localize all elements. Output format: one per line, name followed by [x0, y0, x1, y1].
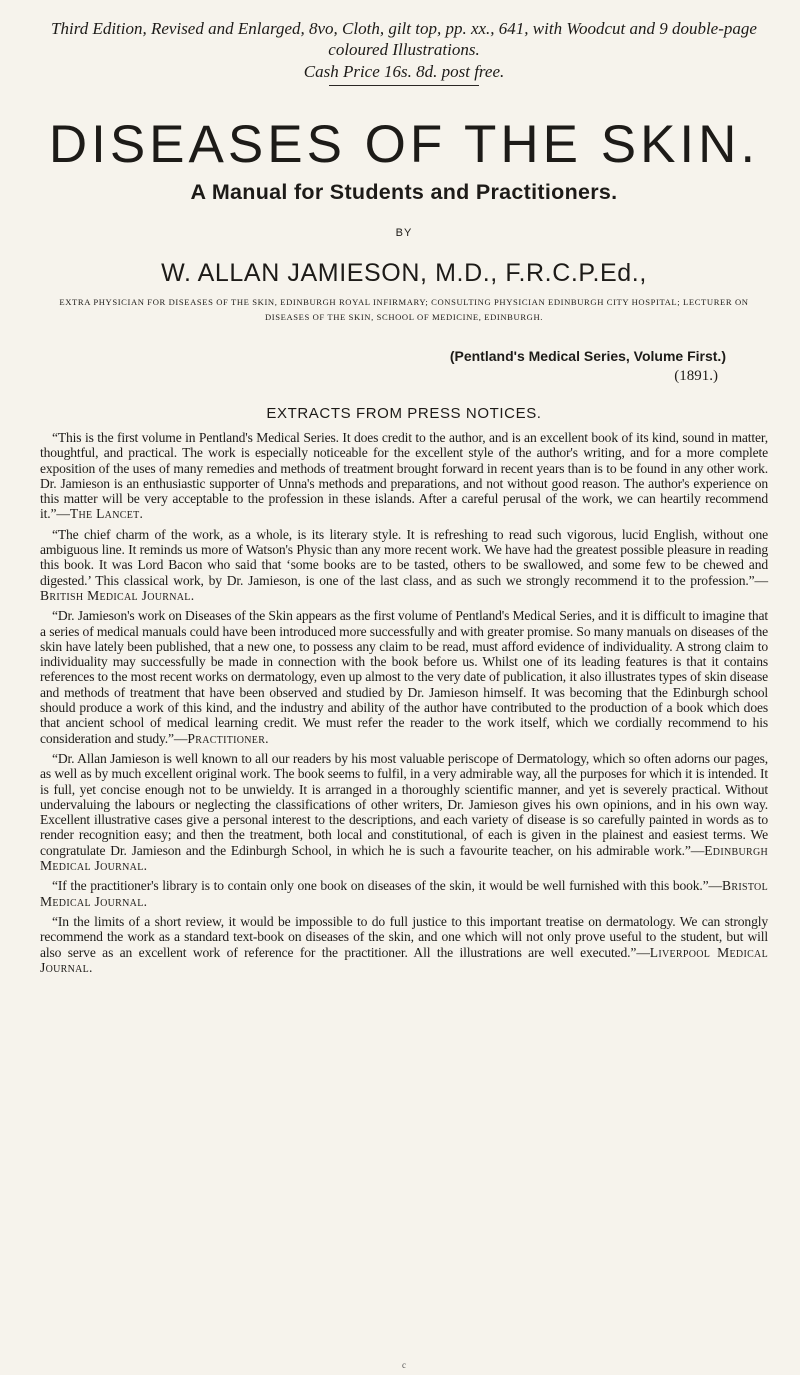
publication-year: (1891.)	[674, 368, 718, 384]
notice-text: “Dr. Jamieson's work on Diseases of the Skin appears as the first volume of Pentland's Medical Series, and it is difficult to imagine that a series of medical manuals could have been introduced more successfully and with greater promise. So many manuals on diseases of the skin have lately been published, that a new one, to possess any claim to be read, must afford evidence of individuality. A strong claim to individuality may successfully be made in connection with the book before us. Whilst one of its leading features is that it contains references to the most recent works on dermatology, even up almost to the very date of publication, it also illustrates types of skin disease and methods of treatment that have been observed and studied by Dr. Jamieson himself. It was becoming that the Edinburgh school should produce a work of this kind, and the industry and ability of the author have contributed to the production of a book which does that ancient school of medical learning credit. We must refer the reader to the work itself, which we cordially recommend to his consideration and study.”—	[40, 608, 768, 746]
book-title: DISEASES OF THE SKIN.	[48, 115, 760, 174]
extracts-heading: EXTRACTS FROM PRESS NOTICES.	[266, 405, 542, 422]
press-notice	[40, 430, 768, 522]
price-text: Cash Price 16s. 8d. post free.	[303, 62, 505, 81]
press-notices	[40, 430, 768, 975]
press-notice	[40, 527, 768, 603]
notice-text: “If the practitioner's library is to contain only one book on diseases of the skin, it would be well furnished with this book.”—	[52, 878, 722, 894]
notice-source: Liverpool Medical Journal.	[40, 944, 768, 975]
by-label: BY	[395, 227, 413, 239]
press-notice	[40, 608, 768, 746]
notice-source: The Lancet.	[69, 506, 144, 522]
author-name: W. ALLAN JAMIESON, M.D., F.R.C.P.Ed.,	[161, 259, 647, 287]
notice-source: Edinburgh Medical Journal.	[40, 842, 768, 874]
notice-text: “The chief charm of the work, as a whole, is its literary style. It is refreshing to read such vigorous, lucid English, without one ambiguous line. It reminds us more of Watson's Physic than any more recent work. We have had the greatest possible pleasure in reading this book. It was Lord Bacon who said that ‘some books are to be tasted, others to be swallowed, and some few to be chewed and digested.’ This classical work, by Dr. Jamieson, is one of the last class, and as such we strongly recommend it to the profession.”—	[40, 526, 768, 588]
divider-rule	[329, 85, 479, 86]
notice-text: “This is the first volume in Pentland's Medical Series. It does credit to the author, and is an excellent book of its kind, sound in matter, thoughtful, and practical. The work is especially noticeable for the excellent style of the author's writing, and for a more complete exposition of the uses of many remedies and methods of treatment brought forward in recent years than is to be found in any other work. Dr. Jamieson is an enthusiastic supporter of Unna's methods and preparations, and not without good reason. The author's experience on this matter will be very acceptable to the profession in these islands. After a careful perusal of the work, we can heartily recommend it.”—	[40, 430, 768, 522]
edition-text: Third Edition, Revised and Enlarged, 8vo, Cloth, gilt top, pp. xx., 641, with Woodcut and 9 double-page coloured Illustrations.	[51, 19, 757, 59]
edition-line	[40, 18, 768, 82]
press-notice	[40, 914, 768, 975]
author-credentials: EXTRA PHYSICIAN FOR DISEASES OF THE SKIN, EDINBURGH ROYAL INFIRMARY; CONSULTING PHYSICIAN EDINBURGH CITY HOSPITAL; LECTURER ON DISEASES OF THE SKIN, SCHOOL OF MEDICINE, EDINBURGH.	[59, 297, 749, 322]
notice-source: Practitioner.	[187, 730, 269, 746]
document-page	[40, 0, 768, 980]
notice-text: “Dr. Allan Jamieson is well known to all our readers by his most valuable periscope of Dermatology, which so often adorns our pages, as well as by much excellent original work. The book seems to fulfil, in a very admirable way, all the purposes for which it is intended. It is full, yet concise enough not to be unwieldy. It is arranged in a thoroughly scientific manner, and yet is severely practical. Without undervaluing the labours or neglecting the classifications of other writers, Dr. Jamieson gives his own opinions, and in his own way. Excellent illustrative cases give a personal interest to the descriptions, and each variety of disease is so carefully painted in words as to render recognition easy; and then the treatment, both local and constitutional, of each is given in the plainest and easiest terms. We congratulate Dr. Jamieson and the Edinburgh School, in which he is such a favourite teacher, on his admirable work.”—	[40, 750, 768, 858]
notice-source: British Medical Journal.	[40, 587, 195, 603]
notice-source: Bristol Medical Journal.	[40, 878, 768, 909]
page-mark: c	[402, 1360, 406, 1370]
series-label: (Pentland's Medical Series, Volume First.)	[449, 348, 726, 364]
book-subtitle: A Manual for Students and Practitioners.	[190, 180, 618, 204]
notice-text: “In the limits of a short review, it would be impossible to do full justice to this important treatise on dermatology. We can strongly recommend the work as a standard text-book on diseases of the skin, and one which will not only prove useful to the student, but will also serve as an excellent work of reference for the practitioner. All the illustrations are well executed.”—	[40, 913, 768, 960]
press-notice	[40, 878, 768, 909]
press-notice	[40, 751, 768, 873]
